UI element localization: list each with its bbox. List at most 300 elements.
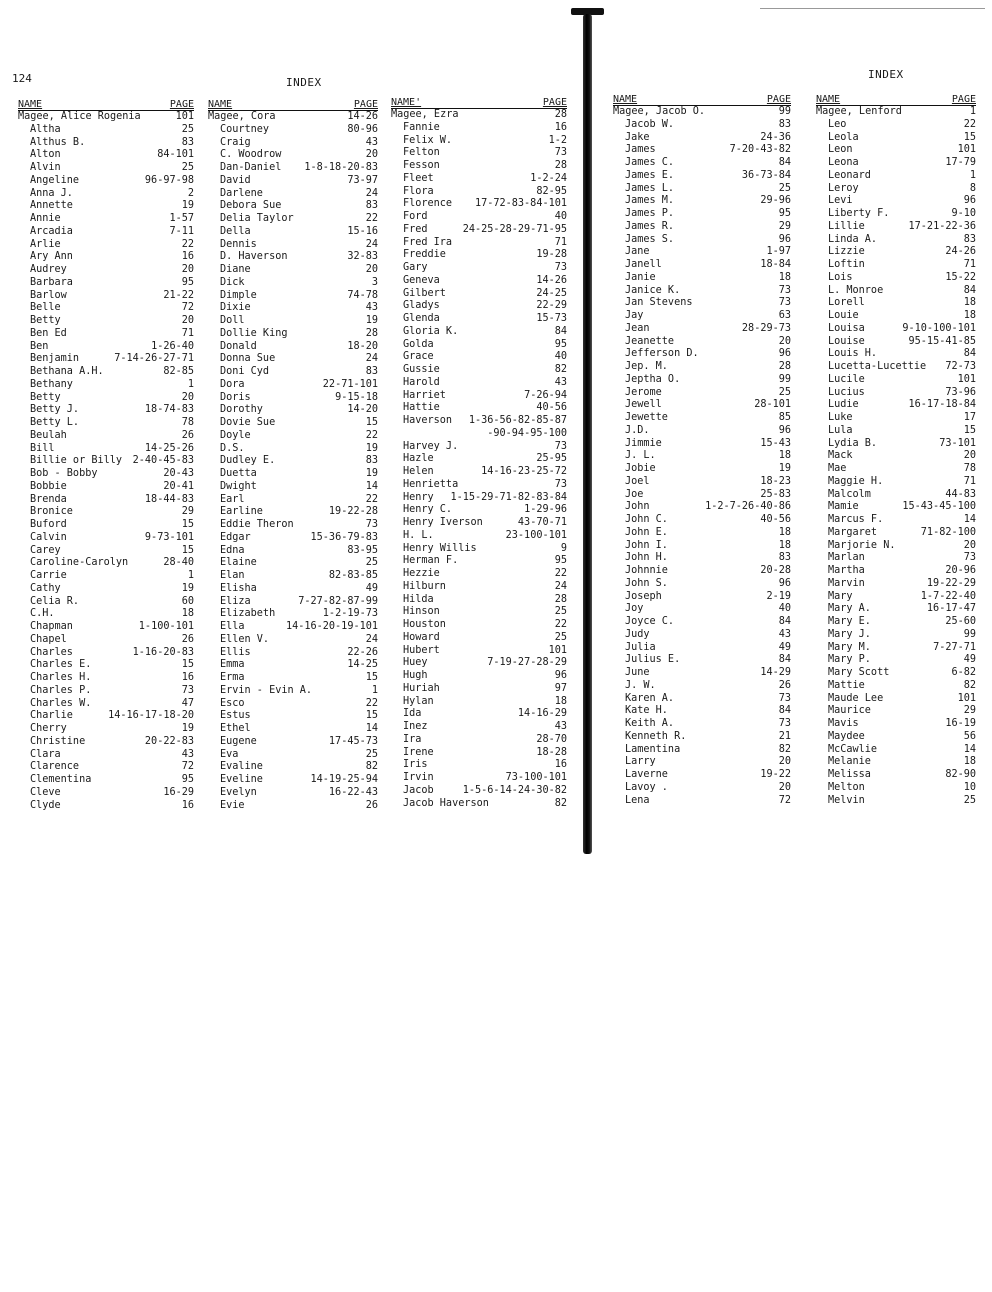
entry-pages: 15	[963, 424, 976, 436]
entry-pages: 18	[778, 526, 791, 538]
index-entry	[391, 339, 567, 352]
index-entry	[18, 175, 194, 188]
entry-pages: 15	[963, 131, 976, 143]
index-entry	[613, 756, 791, 769]
entry-name: Earline	[220, 506, 263, 518]
index-entry	[208, 672, 378, 685]
index-entry	[613, 578, 791, 591]
entry-pages: 25	[778, 386, 791, 398]
entry-pages: 84	[778, 654, 791, 666]
entry-pages: 1-16-20-83	[132, 646, 194, 658]
entry-name: Donna Sue	[220, 353, 276, 365]
entry-pages: 16	[554, 759, 567, 771]
entry-name: Leroy	[828, 182, 859, 194]
index-entry	[613, 348, 791, 361]
entry-pages: 73	[554, 440, 567, 452]
entry-pages: 20	[778, 781, 791, 793]
entry-name: Hugh	[403, 670, 428, 681]
entry-name: Cleve	[30, 786, 61, 798]
entry-name: Dwight	[220, 480, 257, 492]
entry-pages: 44-83	[945, 488, 976, 500]
entry-name: Jacob W.	[625, 118, 675, 130]
entry-pages: 9-10	[951, 208, 976, 219]
index-entry	[613, 208, 791, 221]
entry-name: John H.	[625, 552, 668, 564]
entry-name: Flora	[403, 185, 434, 197]
header-name-label: NAME	[816, 94, 841, 105]
entry-pages: 25	[365, 748, 378, 760]
entry-pages: 14-25-26	[144, 442, 194, 454]
entry-pages: 82	[554, 364, 567, 375]
entry-pages: 18-20	[347, 340, 378, 352]
index-entry	[613, 731, 791, 744]
entry-name: Joseph	[625, 590, 662, 602]
index-entry	[391, 734, 567, 747]
entry-pages: 22	[365, 213, 378, 224]
index-entry	[816, 183, 976, 196]
entry-name: Caroline-Carolyn	[30, 557, 129, 569]
entry-name: Celia R.	[30, 595, 80, 607]
entry-pages: 1	[187, 570, 194, 581]
index-column-3	[391, 97, 567, 810]
entry-pages: 72	[181, 302, 194, 314]
entry-pages: 25	[554, 631, 567, 643]
entry-pages: 19	[365, 442, 378, 454]
index-entry	[816, 642, 976, 655]
entry-name: Donald	[220, 340, 257, 352]
index-entry	[391, 377, 567, 390]
index-entry	[816, 387, 976, 400]
index-entry	[18, 545, 194, 558]
index-entry	[18, 583, 194, 596]
entry-pages: 15-43-45-100	[902, 501, 976, 513]
entry-pages: 99	[778, 106, 791, 117]
index-entry	[208, 787, 378, 800]
entry-pages: 95	[554, 338, 567, 350]
entry-pages: 18	[963, 297, 976, 309]
entry-name: Angeline	[30, 174, 80, 186]
entry-pages: 25	[963, 794, 976, 806]
entry-name: Earl	[220, 493, 245, 505]
index-entry	[816, 144, 976, 157]
index-entry	[208, 175, 378, 188]
entry-name: Elaine	[220, 557, 257, 569]
entry-name: Arcadia	[30, 225, 73, 237]
entry-pages: 22	[365, 493, 378, 505]
entry-name: Johnnie	[625, 565, 668, 576]
entry-pages: 20	[963, 450, 976, 462]
entry-name: Arlie	[30, 238, 61, 250]
entry-name: Charles W.	[30, 697, 92, 709]
entry-pages: 22	[365, 429, 378, 441]
index-entry	[208, 277, 378, 290]
entry-pages: 16	[181, 672, 194, 683]
entry-name: Leola	[828, 131, 859, 143]
entry-name: Lavoy .	[625, 781, 668, 793]
entry-name: Marvin	[828, 577, 865, 589]
index-entry	[391, 275, 567, 288]
entry-name: Maude Lee	[828, 692, 884, 704]
index-entry	[391, 759, 567, 772]
entry-pages: 73	[778, 297, 791, 309]
entry-pages: 15-16	[347, 225, 378, 237]
entry-pages: 29	[778, 220, 791, 232]
index-entry	[208, 749, 378, 762]
entry-name: Bethana A.H.	[30, 366, 104, 377]
index-entry	[613, 705, 791, 718]
index-entries	[18, 111, 194, 812]
entry-name: Helen	[403, 466, 434, 477]
entry-name: Joe	[625, 488, 644, 500]
entry-name: Iris	[403, 759, 428, 771]
index-entry	[816, 374, 976, 387]
index-entry	[208, 430, 378, 443]
entry-name: Magee, Cora	[208, 111, 276, 122]
entry-pages: 49	[963, 654, 976, 666]
entry-pages: 21	[778, 730, 791, 742]
entry-pages: 14-16-23-25-72	[481, 466, 567, 477]
entry-name: Ford	[403, 211, 428, 222]
entry-name: Beulah	[30, 429, 67, 441]
index-entry	[613, 654, 791, 667]
entry-name: Clyde	[30, 799, 61, 811]
entry-pages: 21-22	[163, 289, 194, 301]
entry-pages: 96-97-98	[144, 174, 194, 186]
index-entry	[816, 399, 976, 412]
entry-name: Jacob Haverson	[403, 797, 489, 809]
entry-name: Hinson	[403, 606, 440, 618]
index-entry	[391, 173, 567, 186]
entry-pages: 24-36	[760, 131, 791, 143]
entry-name: C.H.	[30, 608, 55, 620]
entry-name: Lillie	[828, 220, 865, 232]
entry-name: Fleet	[403, 172, 434, 184]
index-entry	[391, 428, 567, 441]
entry-name: Ethel	[220, 723, 251, 734]
index-entry	[613, 144, 791, 157]
entry-pages: 82-85	[163, 366, 194, 377]
entry-pages: 49	[778, 641, 791, 653]
entry-pages: 1-29-96	[524, 504, 567, 516]
entry-name: Janell	[625, 259, 662, 270]
entry-name: Betty	[30, 391, 61, 403]
entry-pages: 43	[554, 376, 567, 388]
index-entry	[613, 540, 791, 553]
index-entry	[208, 341, 378, 354]
entry-name: Golda	[403, 338, 434, 350]
index-entry	[816, 705, 976, 718]
entry-name: Grace	[403, 351, 434, 363]
entry-name: J. W.	[625, 679, 656, 691]
entry-name: Maggie H.	[828, 475, 884, 487]
entry-pages: 14	[365, 723, 378, 734]
index-entry	[391, 466, 567, 479]
entry-pages: 84	[778, 157, 791, 168]
entry-pages: 1	[371, 684, 378, 696]
entry-pages: 19	[778, 463, 791, 474]
entry-pages: 17-21-22-36	[908, 220, 976, 232]
entry-pages: 15	[365, 417, 378, 428]
entry-pages: 20	[778, 335, 791, 347]
index-entry	[391, 721, 567, 734]
entry-name: Elisha	[220, 582, 257, 594]
entry-name: J. L.	[625, 450, 656, 462]
index-entry	[208, 596, 378, 609]
index-entry	[816, 565, 976, 578]
entry-name: Harvey J.	[403, 440, 459, 452]
entry-name: Joyce C.	[625, 616, 675, 627]
entry-name: Hilda	[403, 593, 434, 605]
index-entry	[18, 468, 194, 481]
entry-name: Mae	[828, 463, 847, 474]
index-entry	[18, 532, 194, 545]
entry-pages: 14-29	[760, 667, 791, 678]
index-entry	[18, 188, 194, 201]
index-entry	[613, 514, 791, 527]
entry-pages: 17-79	[945, 157, 976, 168]
entry-pages: 18-23	[760, 475, 791, 487]
entry-pages: 73	[181, 684, 194, 696]
entry-pages: 18-44-83	[144, 493, 194, 505]
entry-name: Julius E.	[625, 654, 681, 666]
index-entry	[613, 744, 791, 757]
entry-name: Ellis	[220, 646, 251, 658]
entry-pages: 14-16-17-18-20	[108, 710, 194, 722]
entry-pages: 20	[181, 315, 194, 326]
entry-name: Doll	[220, 315, 245, 326]
index-entry	[18, 353, 194, 366]
entry-name: Margaret	[828, 526, 878, 538]
index-entry	[208, 519, 378, 532]
entry-name: Mary J.	[828, 628, 871, 640]
index-entry	[18, 455, 194, 468]
entry-pages: 74-78	[347, 289, 378, 301]
entry-pages: 16-19	[945, 718, 976, 729]
entry-name: John	[625, 501, 650, 513]
entry-pages: 63	[778, 310, 791, 321]
entry-name: Bethany	[30, 378, 73, 390]
entry-pages: 19	[365, 468, 378, 479]
index-entry	[18, 264, 194, 277]
index-entry	[391, 645, 567, 658]
entry-pages: 85	[778, 412, 791, 423]
index-entry	[816, 310, 976, 323]
entry-pages: 19	[181, 200, 194, 212]
index-entry	[613, 297, 791, 310]
index-entry	[208, 251, 378, 264]
entry-name: Jeptha O.	[625, 373, 681, 385]
index-entry	[208, 800, 378, 813]
entry-name: Malcolm	[828, 488, 871, 500]
entry-name: Melanie	[828, 756, 871, 768]
entry-pages: 7-27-82-87-99	[298, 595, 378, 607]
entry-name: Clara	[30, 748, 61, 760]
entry-name: Magee, Ezra	[391, 109, 459, 120]
entry-pages: 43	[181, 748, 194, 760]
entry-name: Hylan	[403, 695, 434, 707]
entry-pages: 19-22-28	[328, 506, 378, 518]
entry-pages: 101	[957, 692, 976, 704]
index-entry	[613, 489, 791, 502]
entry-pages: 40	[554, 211, 567, 222]
entry-name: Florence	[403, 198, 453, 210]
index-entry	[816, 552, 976, 565]
index-entry	[816, 412, 976, 425]
entry-pages: 22	[181, 238, 194, 250]
entry-name: Evie	[220, 799, 245, 811]
entry-pages: 20	[181, 391, 194, 403]
index-entry	[18, 710, 194, 723]
index-entry	[816, 463, 976, 476]
entry-pages: 15-22	[945, 271, 976, 283]
entry-name: Evelyn	[220, 786, 257, 798]
index-entry	[208, 736, 378, 749]
index-entry	[391, 543, 567, 556]
index-entry	[613, 272, 791, 285]
entry-pages: 25	[554, 606, 567, 618]
entry-name: James S.	[625, 233, 675, 245]
entry-pages: 25	[778, 182, 791, 194]
entry-name: Jean	[625, 322, 650, 334]
column-header	[208, 99, 378, 111]
entry-name: Dovie Sue	[220, 417, 276, 428]
entry-pages: 15	[181, 544, 194, 556]
entry-pages: 80-96	[347, 123, 378, 135]
entry-name: Inez	[403, 721, 428, 732]
entry-name: Dorothy	[220, 404, 263, 416]
index-entry	[208, 188, 378, 201]
index-entry	[391, 147, 567, 160]
index-entry	[816, 514, 976, 527]
entry-pages: 73-100-101	[505, 772, 567, 783]
entry-pages: 82	[554, 797, 567, 809]
entry-pages: 1	[969, 169, 976, 181]
entry-pages: 101	[175, 111, 194, 122]
index-entry	[613, 310, 791, 323]
entry-name: Fred Ira	[403, 236, 453, 248]
entry-name: Luke	[828, 412, 853, 423]
entry-name: Jay	[625, 310, 644, 321]
entry-name: James E.	[625, 169, 675, 181]
entry-name: Gary	[403, 262, 428, 273]
entry-name: Elizabeth	[220, 608, 276, 620]
entry-pages: 17-72-83-84-101	[474, 198, 567, 210]
entry-name: C. Woodrow	[220, 149, 282, 161]
index-entry	[613, 221, 791, 234]
entry-name: Hazle	[403, 453, 434, 465]
entry-pages: 18	[963, 310, 976, 321]
header-page-label: PAGE	[542, 97, 567, 108]
index-entry	[391, 186, 567, 199]
entry-name: Cathy	[30, 582, 61, 594]
entry-pages: 19-28	[536, 249, 567, 261]
entry-pages: 18	[554, 695, 567, 707]
index-entry	[613, 476, 791, 489]
entry-pages: 29	[963, 705, 976, 717]
page-number: 124	[12, 72, 32, 85]
entry-name: Annie	[30, 213, 61, 224]
entry-name: Althus B.	[30, 136, 86, 148]
entry-name: James M.	[625, 195, 675, 207]
entry-pages: 43	[778, 628, 791, 640]
entry-name: Huriah	[403, 682, 440, 694]
entry-pages: 73	[778, 284, 791, 296]
index-entry	[18, 596, 194, 609]
index-entry	[208, 213, 378, 226]
entry-pages: 20-96	[945, 565, 976, 576]
header-page-label: PAGE	[353, 99, 378, 110]
index-entry	[816, 744, 976, 757]
entry-name: David	[220, 174, 251, 186]
entry-pages: 1-57	[169, 213, 194, 224]
index-entry	[613, 591, 791, 604]
index-entry	[208, 264, 378, 277]
column-header	[391, 97, 567, 109]
index-entry	[816, 438, 976, 451]
entry-pages: 49	[365, 582, 378, 594]
entry-name: Howard	[403, 631, 440, 643]
entry-pages: 43	[554, 721, 567, 732]
index-entry	[391, 211, 567, 224]
entry-name: James L.	[625, 182, 675, 194]
entry-pages: 24	[365, 238, 378, 250]
index-entry	[18, 800, 194, 813]
entry-pages: 101	[957, 144, 976, 156]
index-entry	[18, 366, 194, 379]
entry-name: Dollie King	[220, 327, 288, 339]
entry-pages: 73	[554, 478, 567, 490]
index-entry	[816, 195, 976, 208]
index-entry	[613, 693, 791, 706]
entry-pages: 82-83-85	[328, 570, 378, 581]
entry-name: Jewell	[625, 399, 662, 411]
index-entry	[816, 616, 976, 629]
index-entry	[391, 606, 567, 619]
entry-pages: 71	[963, 259, 976, 270]
entry-name: Janie	[625, 271, 656, 283]
entry-name: Janice K.	[625, 284, 681, 296]
entry-pages: 16-17-18-84	[908, 399, 976, 411]
entry-name: Ludie	[828, 399, 859, 411]
index-entry	[208, 149, 378, 162]
index-entry	[816, 272, 976, 285]
entry-name: Buford	[30, 519, 67, 530]
entry-pages: 7-11	[169, 225, 194, 237]
entry-name: Charlie	[30, 710, 73, 722]
entry-pages: 60	[181, 595, 194, 607]
entry-name: Duetta	[220, 468, 257, 479]
entry-pages: 15	[181, 519, 194, 530]
index-entry	[208, 328, 378, 341]
entry-pages: 22	[365, 697, 378, 709]
index-title-left: INDEX	[286, 76, 322, 89]
entry-pages: 83	[365, 366, 378, 377]
entry-pages: 29-96	[760, 195, 791, 207]
index-entry	[613, 629, 791, 642]
entry-pages: 1-100-101	[138, 621, 194, 632]
index-entry	[208, 455, 378, 468]
entry-pages: 73	[365, 519, 378, 530]
index-entry	[18, 570, 194, 583]
entry-name: Courtney	[220, 123, 270, 135]
index-entry	[816, 170, 976, 183]
entry-name: Evaline	[220, 761, 263, 773]
entry-name: D.S.	[220, 442, 245, 454]
index-entry	[613, 463, 791, 476]
index-entry	[613, 667, 791, 680]
entry-pages: 43	[365, 136, 378, 148]
index-entry	[391, 619, 567, 632]
